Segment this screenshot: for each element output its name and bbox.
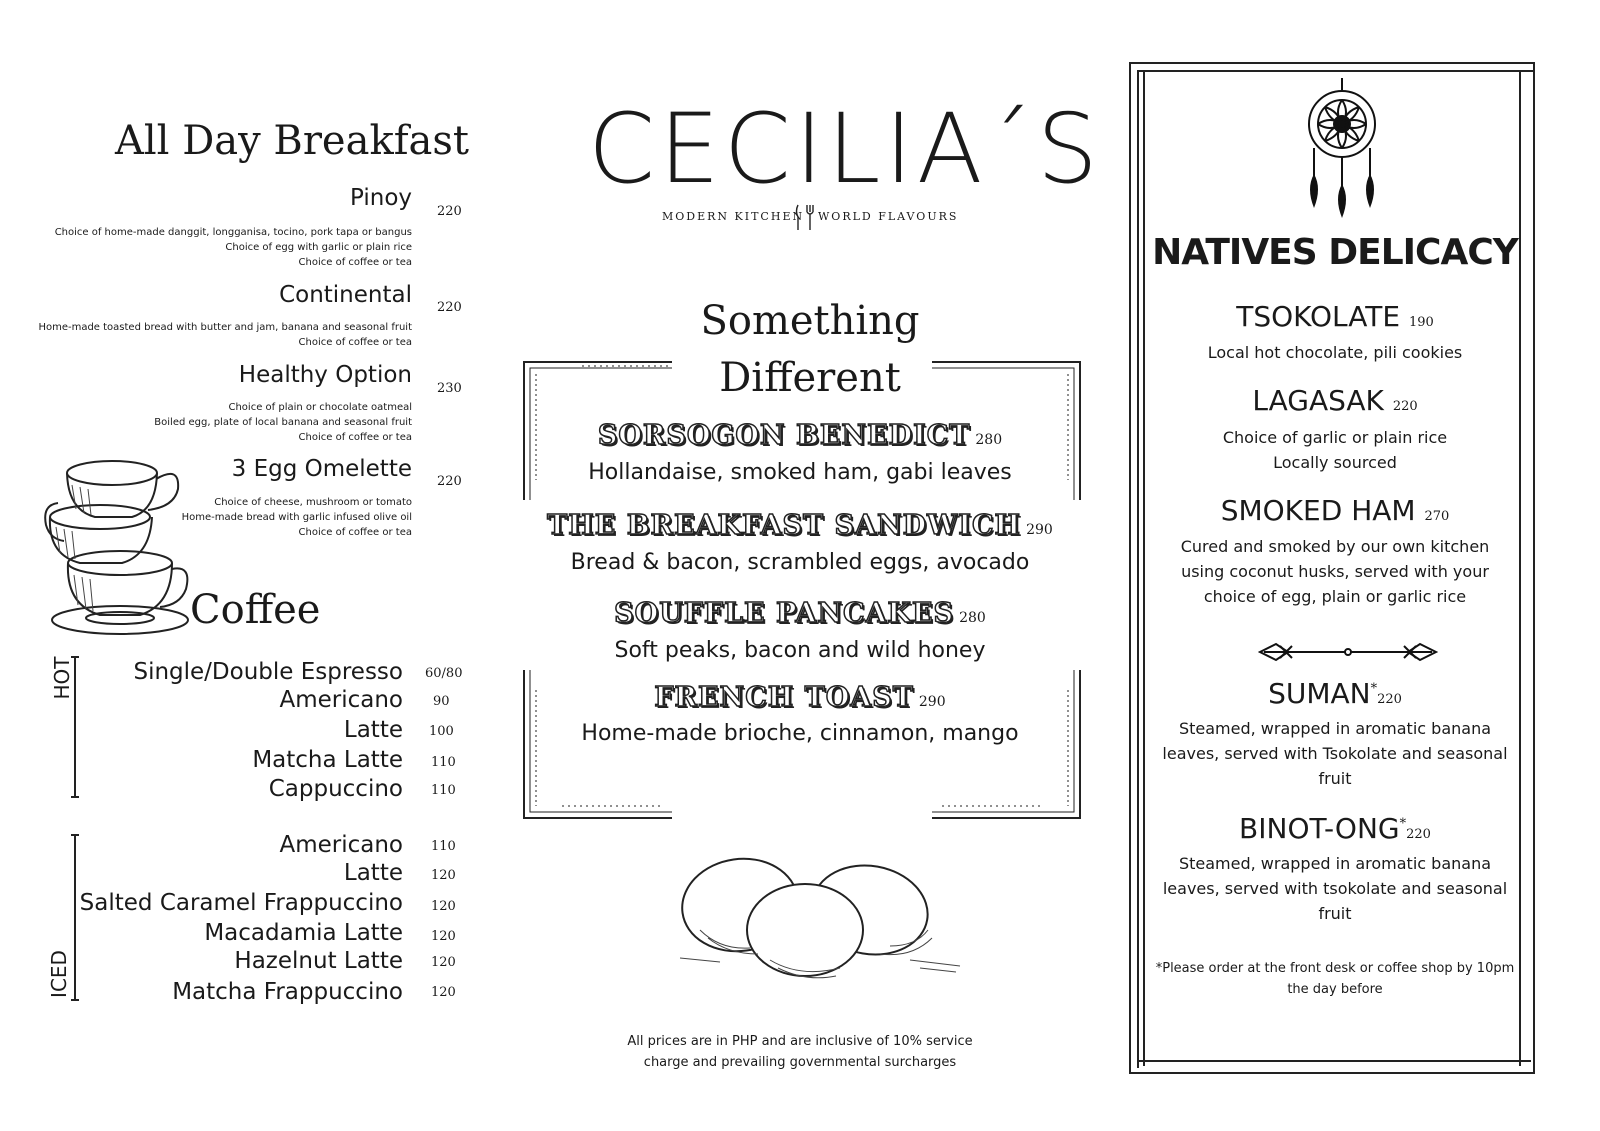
native-item-description [1145, 716, 1525, 791]
coffee-item-name: Salted Caramel Frappuccino [79, 890, 403, 916]
menu-item-price: 220 [437, 300, 462, 315]
native-item-description: Local hot chocolate, pili cookies [1207, 343, 1463, 362]
native-item-price: 190 [1408, 315, 1434, 330]
breakfast-title: All Day Breakfast [115, 118, 469, 164]
description-line: Home-made bread with garlic infused olive oil [181, 512, 412, 523]
dish-price: 290 [1026, 522, 1053, 538]
menu-item-description [12, 320, 412, 350]
menu-item-price: 220 [437, 204, 462, 219]
description-line: Cured and smoked by our own kitchen [1180, 537, 1490, 556]
description-line: Boiled egg, plate of local banana and seasonal fruit [154, 417, 412, 428]
dish-description: Bread & bacon, scrambled eggs, avocado [570, 550, 1030, 575]
description-line: Choice of cheese, mushroom or tomato [214, 497, 412, 508]
menu-item-name: 3 Egg Omelette [231, 456, 412, 482]
native-item-price: 220 [1406, 827, 1431, 842]
hot-label: HOT [50, 656, 74, 700]
natives-border-line [1137, 1060, 1531, 1062]
coffee-item-price: 90 [433, 694, 450, 709]
description-line: fruit [1318, 769, 1352, 788]
native-item-name: BINOT-ONG [1239, 812, 1400, 845]
description-line: Choice of coffee or tea [298, 527, 412, 538]
brand-logo: CECILIA´S [588, 93, 1102, 205]
price-footnote [590, 1031, 1010, 1073]
special-title-line2: Different [719, 355, 901, 401]
description-line: Steamed, wrapped in aromatic banana [1178, 719, 1492, 738]
native-item-description [1145, 534, 1525, 609]
coffee-item-price: 120 [431, 985, 456, 1000]
menu-item-name: Continental [279, 282, 412, 308]
brand-tagline-left: MODERN KITCHEN [662, 210, 805, 223]
coffee-item-price: 120 [431, 868, 456, 883]
native-item-mark: * [1399, 816, 1407, 832]
dish-description: Hollandaise, smoked ham, gabi leaves [588, 460, 1012, 485]
special-dish [530, 682, 1070, 713]
dish-name: FRENCH TOAST [654, 682, 914, 713]
description-line: Choice of coffee or tea [298, 432, 412, 443]
native-item [1145, 384, 1525, 417]
description-line: Home-made toasted bread with butter and jam, banana and seasonal fruit [38, 322, 412, 333]
coffee-item-name: Latte [343, 717, 403, 743]
dish-description: Home-made brioche, cinnamon, mango [581, 721, 1019, 746]
native-item-price: 220 [1377, 692, 1402, 707]
menu-item-description [12, 225, 412, 270]
menu-item-price: 220 [437, 474, 462, 489]
coffee-item-price: 60/80 [425, 666, 463, 681]
native-item [1145, 300, 1525, 333]
coffee-item-price: 120 [431, 899, 456, 914]
coffee-item-name: Americano [279, 832, 403, 858]
dreamcatcher-icon [1300, 78, 1384, 218]
coffee-title: Coffee [190, 587, 321, 633]
description-line: Locally sourced [1273, 453, 1397, 472]
native-item-name: SUMAN [1268, 677, 1371, 710]
description-line: Choice of egg with garlic or plain rice [225, 242, 412, 253]
dish-price: 280 [975, 432, 1003, 448]
native-item [1145, 677, 1525, 710]
coffee-item-price: 120 [431, 929, 456, 944]
description-line: using coconut husks, served with your [1181, 562, 1489, 581]
description-line: choice of egg, plain or garlic rice [1203, 587, 1467, 606]
description-line: leaves, served with Tsokolate and seasonal [1162, 744, 1508, 763]
note-line: the day before [1287, 982, 1383, 997]
native-item-description [1145, 425, 1525, 475]
coffee-item-name: Americano [279, 687, 403, 713]
fork-knife-icon [794, 203, 816, 231]
native-item [1145, 494, 1525, 527]
coffee-item-name: Matcha Latte [252, 747, 403, 773]
dish-name: THE BREAKFAST SANDWICH [547, 510, 1022, 541]
coffee-item-name: Single/Double Espresso [133, 659, 403, 685]
coffee-item-name: Hazelnut Latte [234, 948, 403, 974]
native-item-name: TSOKOLATE [1236, 300, 1401, 333]
dish-price: 290 [918, 694, 946, 710]
menu-item-name: Healthy Option [238, 362, 412, 388]
dish-description: Soft peaks, bacon and wild honey [614, 638, 986, 663]
menu-item-price: 230 [437, 381, 462, 396]
native-item-mark: * [1370, 681, 1378, 697]
native-item-description [1145, 851, 1525, 926]
description-line: Choice of garlic or plain rice [1222, 428, 1448, 447]
menu-item-description [12, 400, 412, 445]
footnote-line: All prices are in PHP and are inclusive of 10% service [627, 1034, 973, 1049]
dish-price: 280 [959, 610, 986, 626]
coffee-item-name: Matcha Frappuccino [172, 979, 403, 1005]
description-line: Choice of coffee or tea [298, 257, 412, 268]
iced-label: ICED [47, 950, 71, 998]
order-note [1145, 958, 1525, 1000]
native-item-price: 220 [1392, 399, 1418, 414]
native-item [1145, 812, 1525, 845]
coffee-item-price: 100 [429, 724, 454, 739]
footnote-line: charge and prevailing governmental surcharges [643, 1055, 957, 1070]
coffee-item-price: 120 [431, 955, 456, 970]
eggs-illustration [680, 850, 970, 990]
divider-ornament [1258, 640, 1438, 664]
menu-item-name: Pinoy [349, 185, 412, 211]
coffee-item-name: Macadamia Latte [204, 920, 403, 946]
coffee-item-price: 110 [431, 755, 456, 770]
special-dish [530, 510, 1070, 541]
natives-title: NATIVES DELICACY [1152, 232, 1518, 273]
coffee-item-name: Latte [343, 860, 403, 886]
special-title-line1: Something [700, 298, 920, 344]
description-line: Choice of home-made danggit, longganisa, tocino, pork tapa or bangus [54, 227, 412, 238]
note-line: *Please order at the front desk or coffee shop by 10pm [1155, 961, 1515, 976]
coffee-item-name: Cappuccino [268, 776, 403, 802]
special-dish [530, 420, 1070, 451]
dish-name: SORSOGON BENEDICT [597, 420, 971, 451]
dish-name: SOUFFLE PANCAKES [614, 598, 954, 629]
native-item-name: LAGASAK [1252, 384, 1384, 417]
description-line: Choice of coffee or tea [298, 337, 412, 348]
native-item-price: 270 [1424, 509, 1450, 524]
brand-tagline-right: WORLD FLAVOURS [818, 210, 959, 223]
coffee-item-price: 110 [431, 783, 456, 798]
special-dish [530, 598, 1070, 629]
description-line: Steamed, wrapped in aromatic banana [1178, 854, 1492, 873]
description-line: fruit [1318, 904, 1352, 923]
description-line: Choice of plain or chocolate oatmeal [228, 402, 412, 413]
description-line: leaves, served with tsokolate and seasonal [1162, 879, 1508, 898]
coffee-item-price: 110 [431, 839, 456, 854]
coffee-cups-illustration [40, 455, 190, 645]
native-item-name: SMOKED HAM [1220, 494, 1416, 527]
